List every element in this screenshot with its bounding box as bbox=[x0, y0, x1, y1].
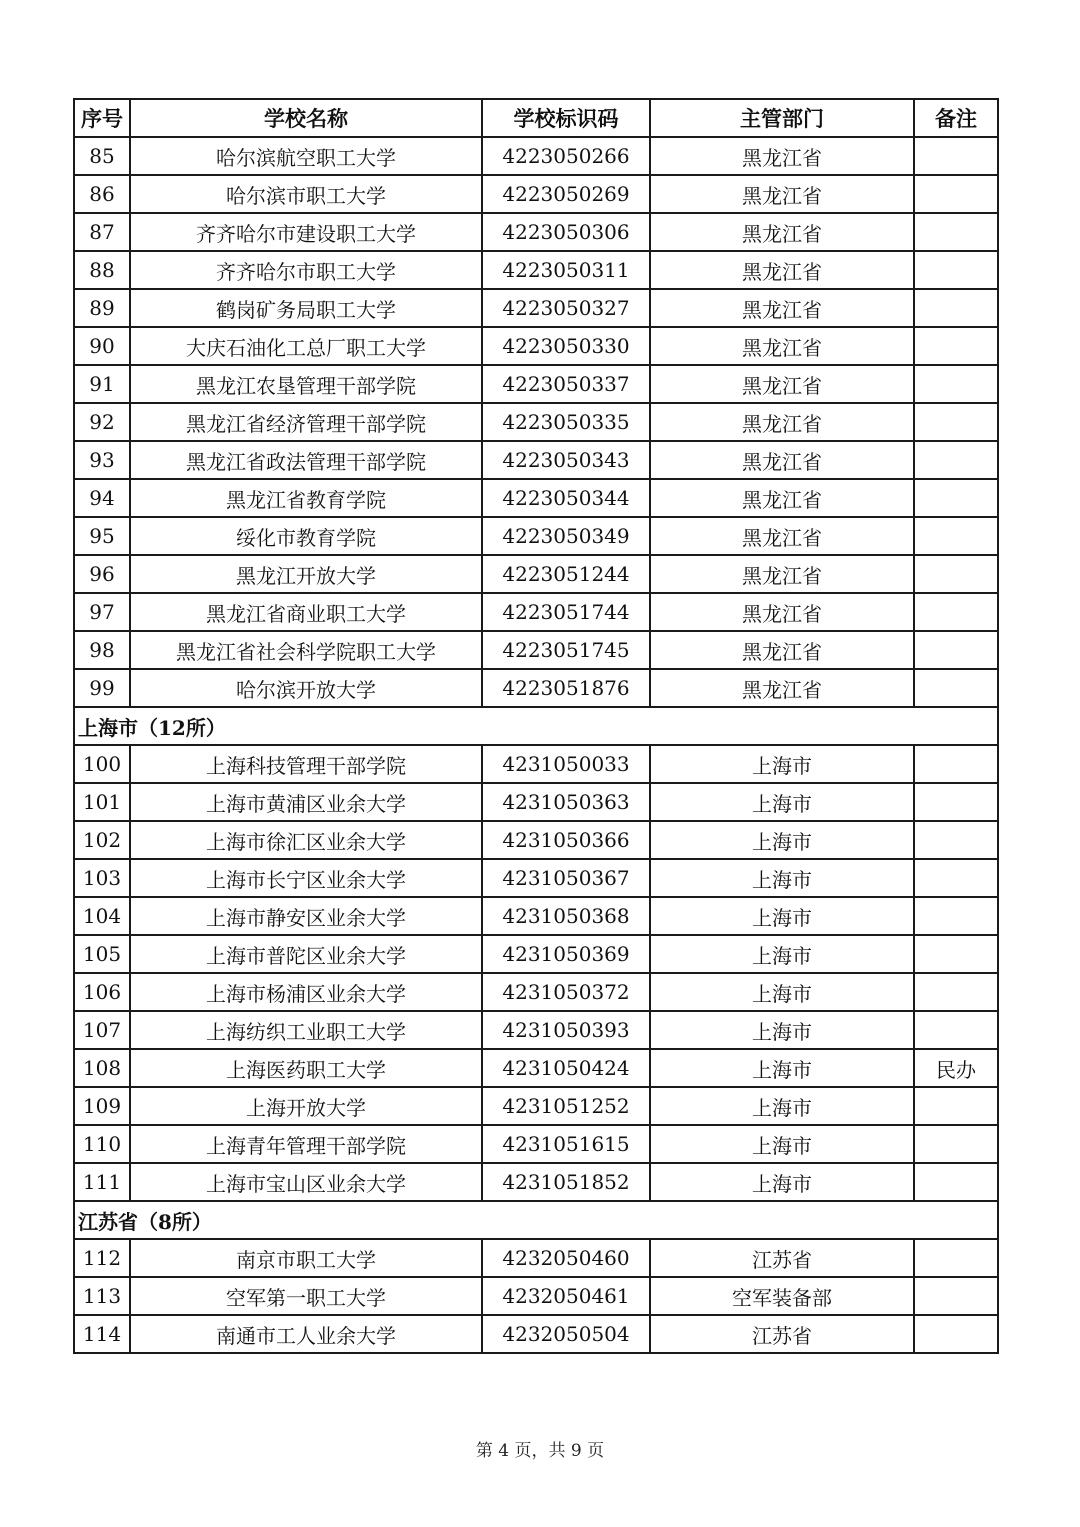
school-code: 4223050330 bbox=[482, 327, 650, 365]
school-code: 4223051745 bbox=[482, 631, 650, 669]
department: 黑龙江省 bbox=[650, 289, 914, 327]
header-school-name: 学校名称 bbox=[130, 99, 482, 137]
row-index: 93 bbox=[74, 441, 130, 479]
school-code: 4223051876 bbox=[482, 669, 650, 707]
table-row bbox=[74, 1087, 998, 1125]
department: 江苏省 bbox=[650, 1239, 914, 1277]
table-row bbox=[74, 251, 998, 289]
note bbox=[914, 783, 998, 821]
school-name: 黑龙江省商业职工大学 bbox=[130, 593, 482, 631]
note bbox=[914, 1163, 998, 1201]
header-department: 主管部门 bbox=[650, 99, 914, 137]
department: 黑龙江省 bbox=[650, 403, 914, 441]
school-name: 上海市黄浦区业余大学 bbox=[130, 783, 482, 821]
row-index: 88 bbox=[74, 251, 130, 289]
table-row bbox=[74, 1049, 998, 1087]
school-name: 上海医药职工大学 bbox=[130, 1049, 482, 1087]
table-row bbox=[74, 821, 998, 859]
school-name: 上海开放大学 bbox=[130, 1087, 482, 1125]
row-index: 113 bbox=[74, 1277, 130, 1315]
school-name: 哈尔滨市职工大学 bbox=[130, 175, 482, 213]
note bbox=[914, 441, 998, 479]
table-body bbox=[74, 137, 998, 1353]
row-index: 114 bbox=[74, 1315, 130, 1353]
school-name: 上海市静安区业余大学 bbox=[130, 897, 482, 935]
row-index: 109 bbox=[74, 1087, 130, 1125]
school-code: 4231050424 bbox=[482, 1049, 650, 1087]
table-row bbox=[74, 1011, 998, 1049]
school-name: 南京市职工大学 bbox=[130, 1239, 482, 1277]
note bbox=[914, 175, 998, 213]
header-index: 序号 bbox=[74, 99, 130, 137]
department: 黑龙江省 bbox=[650, 251, 914, 289]
school-name: 齐齐哈尔市职工大学 bbox=[130, 251, 482, 289]
school-name: 黑龙江省社会科学院职工大学 bbox=[130, 631, 482, 669]
school-name: 上海市杨浦区业余大学 bbox=[130, 973, 482, 1011]
header-note: 备注 bbox=[914, 99, 998, 137]
department: 黑龙江省 bbox=[650, 479, 914, 517]
department: 黑龙江省 bbox=[650, 593, 914, 631]
row-index: 87 bbox=[74, 213, 130, 251]
note bbox=[914, 745, 998, 783]
table-row bbox=[74, 1315, 998, 1353]
school-code: 4223050349 bbox=[482, 517, 650, 555]
note bbox=[914, 479, 998, 517]
school-name: 上海纺织工业职工大学 bbox=[130, 1011, 482, 1049]
table-row bbox=[74, 1277, 998, 1315]
school-name: 上海市长宁区业余大学 bbox=[130, 859, 482, 897]
group-title: 上海市（12所） bbox=[74, 707, 998, 745]
group-header-row bbox=[74, 1201, 998, 1239]
school-name: 黑龙江省政法管理干部学院 bbox=[130, 441, 482, 479]
table-row bbox=[74, 441, 998, 479]
school-name: 齐齐哈尔市建设职工大学 bbox=[130, 213, 482, 251]
school-code: 4223050343 bbox=[482, 441, 650, 479]
note bbox=[914, 859, 998, 897]
school-code: 4232050460 bbox=[482, 1239, 650, 1277]
department: 上海市 bbox=[650, 1049, 914, 1087]
row-index: 108 bbox=[74, 1049, 130, 1087]
department: 上海市 bbox=[650, 973, 914, 1011]
school-code: 4231050363 bbox=[482, 783, 650, 821]
school-name: 空军第一职工大学 bbox=[130, 1277, 482, 1315]
school-code: 4223051744 bbox=[482, 593, 650, 631]
table-row bbox=[74, 593, 998, 631]
table-row bbox=[74, 783, 998, 821]
row-index: 99 bbox=[74, 669, 130, 707]
school-code: 4223050337 bbox=[482, 365, 650, 403]
table-row bbox=[74, 745, 998, 783]
row-index: 85 bbox=[74, 137, 130, 175]
group-title: 江苏省（8所） bbox=[74, 1201, 998, 1239]
table-row bbox=[74, 403, 998, 441]
row-index: 96 bbox=[74, 555, 130, 593]
note bbox=[914, 1315, 998, 1353]
school-code: 4223050306 bbox=[482, 213, 650, 251]
table-row bbox=[74, 973, 998, 1011]
school-code: 4231050372 bbox=[482, 973, 650, 1011]
row-index: 102 bbox=[74, 821, 130, 859]
school-code: 4231050368 bbox=[482, 897, 650, 935]
school-name: 鹤岗矿务局职工大学 bbox=[130, 289, 482, 327]
school-name: 哈尔滨航空职工大学 bbox=[130, 137, 482, 175]
row-index: 92 bbox=[74, 403, 130, 441]
school-name: 上海市徐汇区业余大学 bbox=[130, 821, 482, 859]
note bbox=[914, 821, 998, 859]
table-row bbox=[74, 555, 998, 593]
department: 江苏省 bbox=[650, 1315, 914, 1353]
note bbox=[914, 555, 998, 593]
row-index: 106 bbox=[74, 973, 130, 1011]
table-row bbox=[74, 631, 998, 669]
school-code: 4223050269 bbox=[482, 175, 650, 213]
school-name: 上海市普陀区业余大学 bbox=[130, 935, 482, 973]
department: 上海市 bbox=[650, 1125, 914, 1163]
department: 黑龙江省 bbox=[650, 137, 914, 175]
department: 上海市 bbox=[650, 1087, 914, 1125]
department: 上海市 bbox=[650, 1163, 914, 1201]
school-name: 上海科技管理干部学院 bbox=[130, 745, 482, 783]
note bbox=[914, 251, 998, 289]
row-index: 94 bbox=[74, 479, 130, 517]
note bbox=[914, 1011, 998, 1049]
note bbox=[914, 213, 998, 251]
note bbox=[914, 517, 998, 555]
department: 黑龙江省 bbox=[650, 441, 914, 479]
table-row bbox=[74, 175, 998, 213]
note bbox=[914, 631, 998, 669]
school-name: 黑龙江省经济管理干部学院 bbox=[130, 403, 482, 441]
school-code: 4231050393 bbox=[482, 1011, 650, 1049]
table-row bbox=[74, 1125, 998, 1163]
department: 上海市 bbox=[650, 935, 914, 973]
department: 黑龙江省 bbox=[650, 669, 914, 707]
school-code: 4231051252 bbox=[482, 1087, 650, 1125]
row-index: 89 bbox=[74, 289, 130, 327]
table-row bbox=[74, 859, 998, 897]
department: 黑龙江省 bbox=[650, 327, 914, 365]
department: 黑龙江省 bbox=[650, 631, 914, 669]
note bbox=[914, 593, 998, 631]
school-name: 上海市宝山区业余大学 bbox=[130, 1163, 482, 1201]
table-row bbox=[74, 137, 998, 175]
row-index: 103 bbox=[74, 859, 130, 897]
row-index: 105 bbox=[74, 935, 130, 973]
school-code: 4231050366 bbox=[482, 821, 650, 859]
department: 上海市 bbox=[650, 859, 914, 897]
school-name: 上海青年管理干部学院 bbox=[130, 1125, 482, 1163]
table-row bbox=[74, 213, 998, 251]
department: 上海市 bbox=[650, 783, 914, 821]
school-code: 4231050369 bbox=[482, 935, 650, 973]
school-code: 4223050311 bbox=[482, 251, 650, 289]
school-code: 4232050461 bbox=[482, 1277, 650, 1315]
school-code: 4223051244 bbox=[482, 555, 650, 593]
note bbox=[914, 935, 998, 973]
row-index: 100 bbox=[74, 745, 130, 783]
department: 上海市 bbox=[650, 897, 914, 935]
school-list-table bbox=[73, 98, 999, 1354]
row-index: 86 bbox=[74, 175, 130, 213]
note bbox=[914, 669, 998, 707]
note bbox=[914, 1125, 998, 1163]
table-header-row bbox=[74, 99, 998, 137]
note bbox=[914, 327, 998, 365]
row-index: 110 bbox=[74, 1125, 130, 1163]
table-row bbox=[74, 479, 998, 517]
school-name: 哈尔滨开放大学 bbox=[130, 669, 482, 707]
school-name: 大庆石油化工总厂职工大学 bbox=[130, 327, 482, 365]
department: 黑龙江省 bbox=[650, 555, 914, 593]
table-row bbox=[74, 1239, 998, 1277]
row-index: 111 bbox=[74, 1163, 130, 1201]
note bbox=[914, 137, 998, 175]
note bbox=[914, 403, 998, 441]
department: 黑龙江省 bbox=[650, 517, 914, 555]
header-school-code: 学校标识码 bbox=[482, 99, 650, 137]
row-index: 98 bbox=[74, 631, 130, 669]
note bbox=[914, 365, 998, 403]
school-code: 4231050033 bbox=[482, 745, 650, 783]
row-index: 101 bbox=[74, 783, 130, 821]
page-footer: 第 4 页，共 9 页 bbox=[475, 1441, 605, 1461]
table-row bbox=[74, 327, 998, 365]
department: 上海市 bbox=[650, 1011, 914, 1049]
department: 黑龙江省 bbox=[650, 365, 914, 403]
department: 黑龙江省 bbox=[650, 175, 914, 213]
table-row bbox=[74, 517, 998, 555]
school-code: 4223050344 bbox=[482, 479, 650, 517]
row-index: 97 bbox=[74, 593, 130, 631]
school-code: 4231051852 bbox=[482, 1163, 650, 1201]
school-name: 南通市工人业余大学 bbox=[130, 1315, 482, 1353]
note bbox=[914, 1087, 998, 1125]
note bbox=[914, 897, 998, 935]
school-code: 4232050504 bbox=[482, 1315, 650, 1353]
table-row bbox=[74, 1163, 998, 1201]
school-code: 4231051615 bbox=[482, 1125, 650, 1163]
row-index: 95 bbox=[74, 517, 130, 555]
group-header-row bbox=[74, 707, 998, 745]
school-code: 4223050266 bbox=[482, 137, 650, 175]
row-index: 91 bbox=[74, 365, 130, 403]
school-name: 黑龙江农垦管理干部学院 bbox=[130, 365, 482, 403]
row-index: 90 bbox=[74, 327, 130, 365]
table-row bbox=[74, 289, 998, 327]
school-code: 4231050367 bbox=[482, 859, 650, 897]
school-code: 4223050335 bbox=[482, 403, 650, 441]
school-name: 绥化市教育学院 bbox=[130, 517, 482, 555]
row-index: 104 bbox=[74, 897, 130, 935]
department: 上海市 bbox=[650, 745, 914, 783]
table-row bbox=[74, 669, 998, 707]
table-row bbox=[74, 935, 998, 973]
department: 空军装备部 bbox=[650, 1277, 914, 1315]
school-name: 黑龙江开放大学 bbox=[130, 555, 482, 593]
note: 民办 bbox=[914, 1049, 998, 1087]
school-name: 黑龙江省教育学院 bbox=[130, 479, 482, 517]
table-row bbox=[74, 897, 998, 935]
note bbox=[914, 1277, 998, 1315]
note bbox=[914, 1239, 998, 1277]
department: 上海市 bbox=[650, 821, 914, 859]
note bbox=[914, 289, 998, 327]
row-index: 107 bbox=[74, 1011, 130, 1049]
row-index: 112 bbox=[74, 1239, 130, 1277]
department: 黑龙江省 bbox=[650, 213, 914, 251]
school-code: 4223050327 bbox=[482, 289, 650, 327]
table-row bbox=[74, 365, 998, 403]
note bbox=[914, 973, 998, 1011]
